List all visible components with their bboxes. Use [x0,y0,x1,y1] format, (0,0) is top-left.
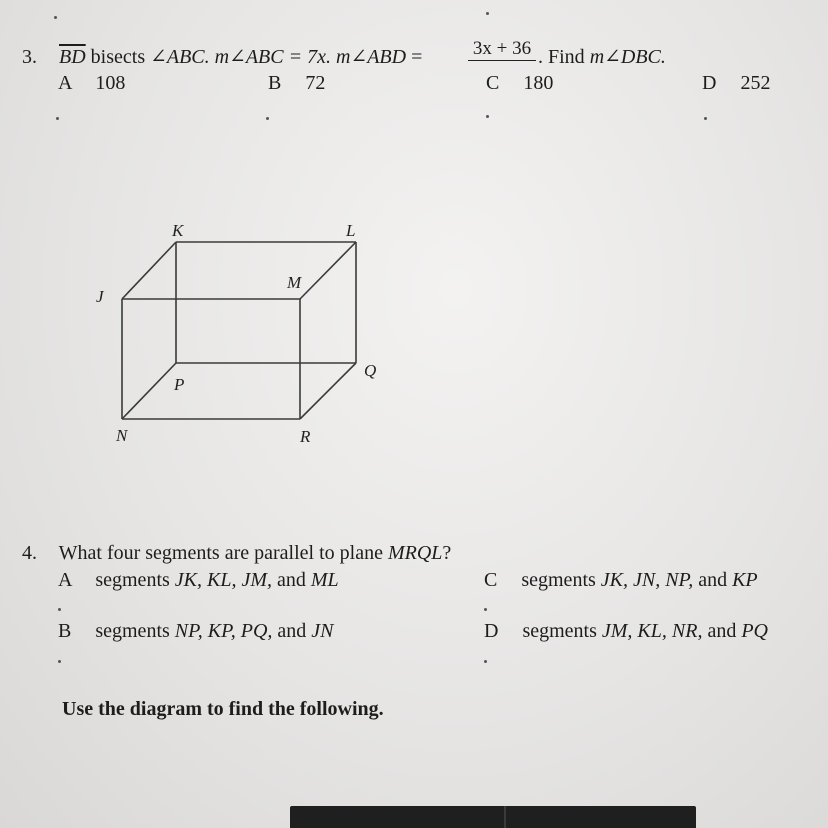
choice-prefix: segments [95,620,175,642]
bullet-dot [484,608,487,611]
measure-abc: m∠ABC [214,46,284,68]
label-k: K [172,221,184,240]
measure-dbc: m∠DBC. [589,46,666,68]
prism-edges [122,242,356,419]
choice-items: JM, KL, NR, [601,620,703,642]
choice-last: KP [732,569,758,591]
question-number: 4. [22,542,37,564]
choice-join: and [272,620,312,642]
choice-letter: C [486,72,500,94]
label-n: N [116,426,128,445]
choice-letter: D [702,72,717,94]
find-word: . Find [538,46,585,68]
bisects-word: bisects [90,46,146,68]
bottom-bar [290,806,696,828]
choice-letter: B [58,620,72,642]
q4-choice-c[interactable] [484,569,758,592]
angle-abc: ∠ABC. [150,46,210,68]
choice-value: 252 [740,72,771,94]
segment-bd: $\overline{BD}$ [59,46,86,68]
question-4 [22,542,451,565]
bullet-dot [484,660,487,663]
q4-choice-a[interactable] [58,569,339,592]
label-j: J [96,287,104,306]
bullet-dot [58,660,61,663]
question-mark: ? [442,542,452,564]
q4-choice-d[interactable] [484,620,768,643]
bullet-dot [58,608,61,611]
equation-2: = [411,46,423,68]
choice-value: 72 [305,72,326,94]
equation-1: = 7x. [288,46,331,68]
choice-last: JN [311,620,334,642]
label-m: M [287,273,302,292]
choice-letter: A [58,72,72,94]
choice-prefix: segments [95,569,175,591]
label-r: R [300,427,311,446]
measure-abd: m∠ABD [336,46,407,68]
choice-value: 180 [523,72,554,94]
choice-letter: C [484,569,498,591]
choice-prefix: segments [521,569,601,591]
choice-items: JK, JN, NP, [600,569,694,591]
choice-items: NP, KP, PQ, [174,620,273,642]
choice-items: JK, KL, JM, [174,569,272,591]
instruction-text: Use the diagram to find the following. [62,698,384,720]
q4-choice-b[interactable] [58,620,334,643]
question-number: 3. [22,46,37,68]
choice-letter: B [268,72,282,94]
choice-prefix: segments [522,620,602,642]
choice-join: and [702,620,742,642]
choice-join: and [693,569,733,591]
choice-value: 108 [95,72,126,94]
choice-join: and [272,569,311,591]
choice-letter: D [484,620,499,642]
choice-last: PQ [741,620,769,642]
choice-last: ML [310,569,339,591]
fraction-numerator: 3x + 36 [468,38,536,61]
label-p: P [174,375,185,394]
plane-name: MRQL [387,542,443,564]
label-l: L [346,221,356,240]
question-text: What four segments are parallel to plane [58,542,388,564]
bar-seam [504,806,506,828]
label-q: Q [364,361,377,380]
choice-letter: A [58,569,72,591]
